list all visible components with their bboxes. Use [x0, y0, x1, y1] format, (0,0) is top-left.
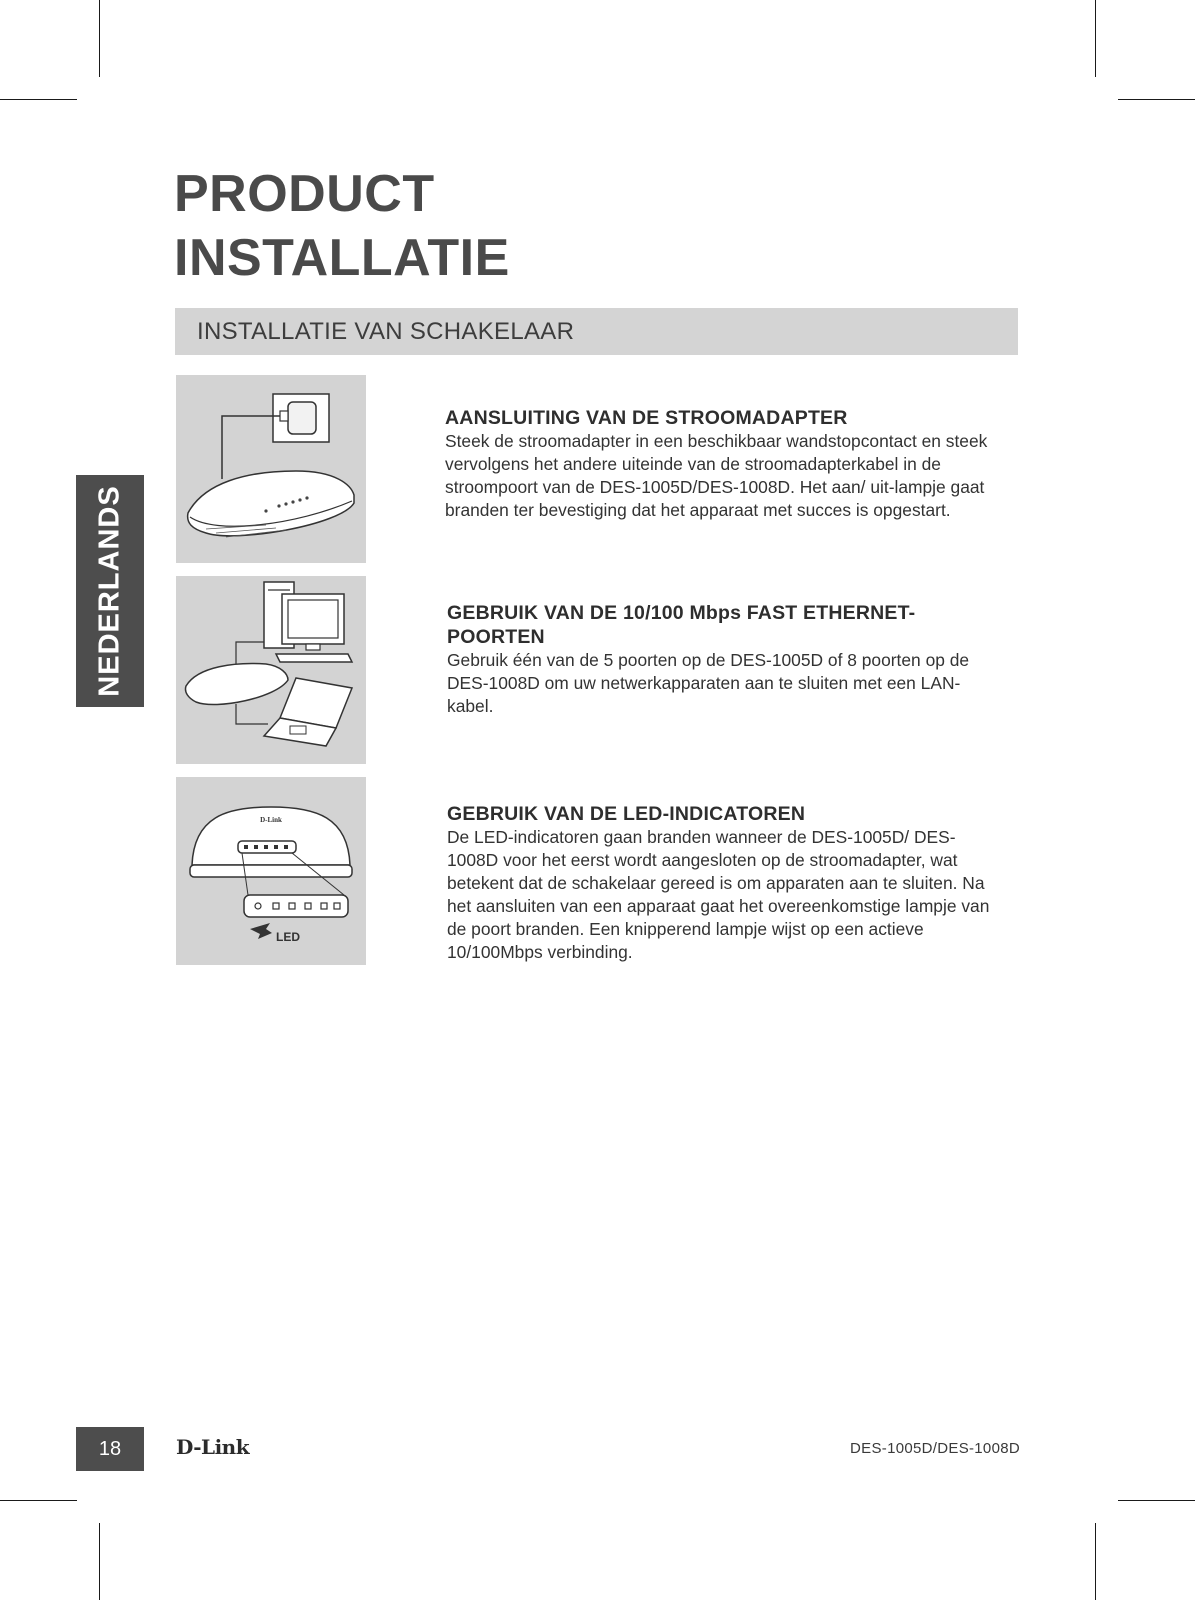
- crop-mark: [99, 1523, 100, 1600]
- led-indicators-illustration: [176, 777, 366, 965]
- step-heading: GEBRUIK VAN DE 10/100 Mbps FAST ETHERNET-POORTEN: [447, 602, 916, 648]
- page-title-line1: PRODUCT: [174, 165, 435, 223]
- arrow-icon: [250, 923, 272, 939]
- crop-mark: [1118, 99, 1195, 100]
- step-heading: AANSLUITING VAN DE STROOMADAPTER: [445, 407, 848, 429]
- step-led-indicators: [447, 802, 992, 964]
- page-title-line2: INSTALLATIE: [174, 229, 510, 287]
- step-body: De LED-indicatoren gaan branden wanneer de DES-1005D/ DES-1008D voor het eerst wordt aangesloten op de stroomadapter, wat betekent dat de schakelaar gereed is om apparaten aan te sluiten. Na het aansluiten van een apparaat gaat het overeenkomstige lampje van de poort branden. Een knipperend lampje wijst op een actieve 10/100Mbps verbinding.: [447, 827, 990, 962]
- language-tab-label: NEDERLANDS: [93, 485, 126, 697]
- section-header: [175, 308, 1018, 355]
- step-body: Gebruik één van de 5 poorten op de DES-1005D of 8 poorten op de DES-1008D om uw netwerkapparaten aan te sluiten met een LAN-kabel.: [447, 650, 970, 716]
- step-body: Steek de stroomadapter in een beschikbaar wandstopcontact en steek vervolgens het andere uiteinde van de stroomadapterkabel in de stroompoort van de DES-1005D/DES-1008D. Het aan/ uit-lampje gaat branden ter bevestiging dat het apparaat met succes is opgestart.: [445, 431, 988, 520]
- page-number-label: 18: [98, 1438, 122, 1460]
- crop-mark: [99, 0, 100, 77]
- step-heading: GEBRUIK VAN DE LED-INDICATOREN: [447, 803, 806, 825]
- device-logo: D-Link: [260, 816, 282, 824]
- crop-mark: [1118, 1500, 1195, 1501]
- page-number: [76, 1427, 144, 1471]
- language-tab: [76, 475, 144, 707]
- step-power-adapter: [445, 406, 990, 522]
- brand-logo: D-Link: [176, 1435, 250, 1459]
- section-header-label: INSTALLATIE VAN SCHAKELAAR: [197, 318, 575, 345]
- crop-mark: [1095, 1523, 1096, 1600]
- model-number: DES-1005D/DES-1008D: [850, 1440, 1020, 1457]
- page-title: [174, 162, 510, 290]
- power-adapter-illustration: [176, 375, 366, 563]
- crop-mark: [0, 1500, 77, 1501]
- ethernet-ports-illustration: [176, 576, 366, 764]
- step-ethernet-ports: [447, 601, 972, 718]
- led-label: LED: [276, 930, 300, 944]
- crop-mark: [0, 99, 77, 100]
- crop-mark: [1095, 0, 1096, 77]
